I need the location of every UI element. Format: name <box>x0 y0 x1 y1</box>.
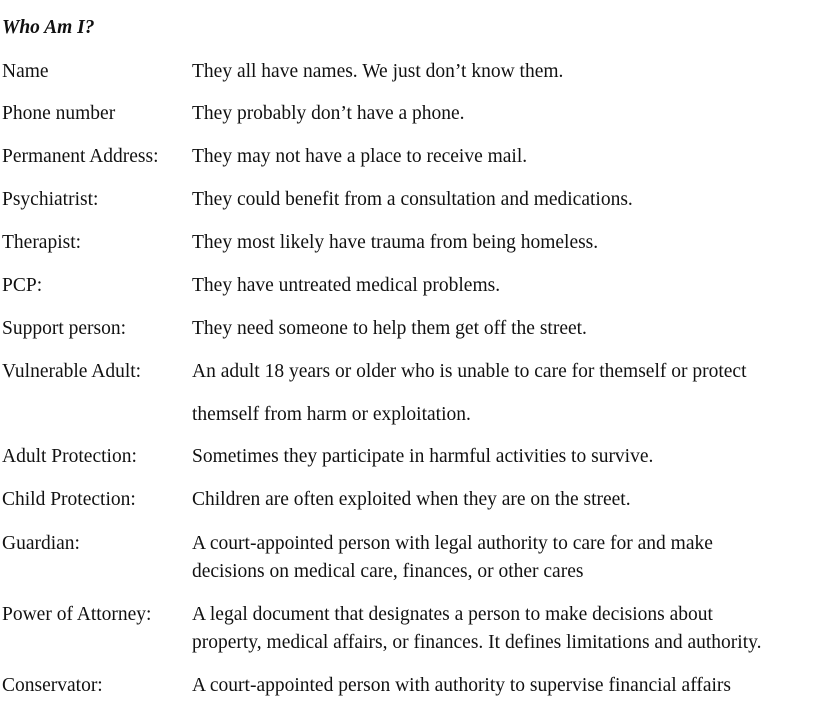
term-description <box>192 445 812 469</box>
term-label: Power of Attorney: <box>2 604 152 625</box>
description-line: property, medical affairs, or finances. It defines limitations and authority. <box>192 632 762 653</box>
term-label: Conservator: <box>2 675 103 696</box>
term-description <box>192 145 812 169</box>
term-label: Support person: <box>2 318 127 339</box>
description-line: They all have names. We just don’t know them. <box>192 61 564 82</box>
description-line: They have untreated medical problems. <box>192 275 501 296</box>
term-description <box>192 274 812 298</box>
term-label: Phone number <box>2 103 116 124</box>
term-description <box>192 102 812 126</box>
term-description <box>192 60 812 84</box>
term-description <box>192 532 812 584</box>
term-description <box>192 231 812 255</box>
description-line: decisions on medical care, finances, or other cares <box>192 561 584 582</box>
term-label: Adult Protection: <box>2 446 137 467</box>
term-description <box>192 360 812 427</box>
description-line: A legal document that designates a person to make decisions about <box>192 604 713 625</box>
term-description <box>192 603 812 655</box>
description-line: They probably don’t have a phone. <box>192 103 465 124</box>
description-line: An adult 18 years or older who is unable to care for themself or protect <box>192 361 747 382</box>
term-label: Vulnerable Adult: <box>2 361 142 382</box>
term-label: PCP: <box>2 275 43 296</box>
term-description <box>192 188 812 212</box>
description-line: A court-appointed person with legal authority to care for and make <box>192 533 713 554</box>
description-line: Sometimes they participate in harmful activities to survive. <box>192 446 654 467</box>
description-line: They may not have a place to receive mail. <box>192 146 528 167</box>
description-line: They need someone to help them get off the street. <box>192 318 587 339</box>
description-line: They could benefit from a consultation and medications. <box>192 189 633 210</box>
term-description <box>192 674 812 698</box>
description-line: They most likely have trauma from being homeless. <box>192 232 599 253</box>
term-label: Guardian: <box>2 533 80 554</box>
term-description <box>192 317 812 341</box>
term-description <box>192 488 812 512</box>
term-label: Child Protection: <box>2 489 136 510</box>
description-line: themself from harm or exploitation. <box>192 404 471 425</box>
term-label: Name <box>2 61 49 82</box>
term-label: Therapist: <box>2 232 82 253</box>
term-label: Permanent Address: <box>2 146 159 167</box>
term-label: Psychiatrist: <box>2 189 99 210</box>
description-line: A court-appointed person with authority to supervise financial affairs <box>192 675 731 696</box>
page-title: Who Am I? <box>2 17 95 38</box>
description-line: Children are often exploited when they are on the street. <box>192 489 631 510</box>
